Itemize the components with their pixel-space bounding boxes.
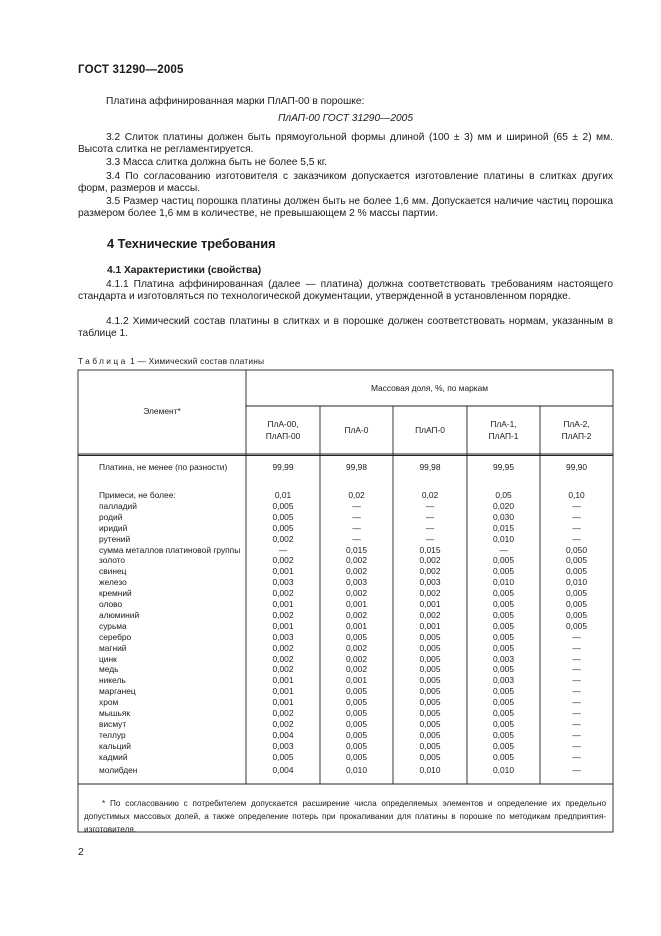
table-cell: 0,005 <box>419 675 441 685</box>
table-cell: 0,005 <box>493 566 514 576</box>
table-cell: — <box>425 534 435 544</box>
table-cell: — <box>572 708 581 718</box>
table-cell: 99,90 <box>566 462 587 472</box>
table-cell: 0,001 <box>419 599 441 609</box>
table-caption-text: 1 — Химический состав платины <box>130 356 265 366</box>
table-row-label: иридий <box>99 523 128 533</box>
table-cell: 0,005 <box>566 555 587 565</box>
table-cell: — <box>572 523 581 533</box>
table-cell: 0,005 <box>419 741 441 751</box>
table-cell: 0,002 <box>419 555 441 565</box>
table-cell: 99,98 <box>419 462 441 472</box>
table-cell: 0,002 <box>419 610 441 620</box>
table-cell: — <box>352 512 361 522</box>
table-cell: 0,001 <box>346 675 367 685</box>
table-cell: 0,005 <box>493 643 514 653</box>
table-cell: 0,005 <box>493 708 514 718</box>
table-head-group: Массовая доля, %, по маркам <box>370 383 489 393</box>
section-4-title: 4 Технические требования <box>107 236 276 251</box>
table-cell: 0,002 <box>272 555 294 565</box>
powder-designation: ПлАП-00 ГОСТ 31290—2005 <box>277 113 413 124</box>
table-caption-word: Таблица <box>78 356 128 366</box>
table-cell: 0,003 <box>272 632 294 642</box>
table-cell: 0,003 <box>493 675 514 685</box>
table-row-label: золото <box>99 555 126 565</box>
table-cell: 0,002 <box>419 588 441 598</box>
table-cell: 99,95 <box>493 462 514 472</box>
table-cell: 0,003 <box>346 577 367 587</box>
table-cell: 0,003 <box>493 654 514 664</box>
table-cell: 0,015 <box>419 545 441 555</box>
table-cell: 0,001 <box>272 566 294 576</box>
table-cell: 0,005 <box>272 523 294 533</box>
table-cell: — <box>352 534 361 544</box>
table-cell: 0,001 <box>272 675 294 685</box>
table-cell: — <box>572 501 581 511</box>
table-cell: 0,002 <box>272 719 294 729</box>
table-cell: 0,003 <box>272 741 294 751</box>
table-head-element: Элемент* <box>143 406 181 416</box>
table-cell: 0,005 <box>346 741 367 751</box>
table-cell: — <box>572 654 581 664</box>
table-row-label: марганец <box>99 686 136 696</box>
table-row-label: Платина, не менее (по разности) <box>99 462 228 472</box>
subsection-4-1-title: 4.1 Характеристики (свойства) <box>107 265 262 276</box>
table-cell: — <box>425 512 435 522</box>
table-cell: 0,005 <box>493 664 514 674</box>
clause-3-5: 3.5 Размер частиц порошка платины должен быть не более 1,6 мм. Допускается наличие частиц порошка размером более 1,6 мм в количестве, не превышающем 2 % массы партии. <box>78 196 613 220</box>
table-row-label: кремний <box>99 588 132 598</box>
table-cell: — <box>572 752 581 762</box>
table-cell: 0,005 <box>419 686 441 696</box>
table-row-label: олово <box>99 599 123 609</box>
table-cell: — <box>352 501 361 511</box>
table-cell: 0,005 <box>493 588 514 598</box>
table-cell: 0,005 <box>419 664 441 674</box>
table-cell: 0,002 <box>346 643 367 653</box>
table-cell: — <box>572 675 581 685</box>
table-column-head: ПлА-2, ПлАП-2 <box>561 419 592 441</box>
table-row-label: родий <box>99 512 123 522</box>
table-row-label: серебро <box>99 632 132 642</box>
table-cell: 0,005 <box>419 708 441 718</box>
table-cell: 0,005 <box>493 610 514 620</box>
table-cell: 0,002 <box>272 534 294 544</box>
table-cell: 0,001 <box>272 697 294 707</box>
table-cell: 0,020 <box>493 501 514 511</box>
table-cell: 0,005 <box>566 621 587 631</box>
table-cell: 0,005 <box>272 752 294 762</box>
table-cell: 0,002 <box>272 643 294 653</box>
table-cell: — <box>425 501 435 511</box>
table-cell: 0,005 <box>566 566 587 576</box>
table-cell: 0,002 <box>346 654 367 664</box>
table-cell: 0,001 <box>346 621 367 631</box>
document-header: ГОСТ 31290—2005 <box>78 64 184 76</box>
clause-4-1-2: 4.1.2 Химический состав платины в слитках и в порошке должен соответствовать нормам, указанным в таблице 1. <box>78 316 613 340</box>
table-cell: — <box>278 545 288 555</box>
table-cell: — <box>572 643 581 653</box>
table-row-label: свинец <box>99 566 127 576</box>
table-column-head: ПлАП-0 <box>415 425 445 435</box>
table-cell: 0,005 <box>346 697 367 707</box>
table-row-label: палладий <box>99 501 137 511</box>
powder-intro-paragraph: Платина аффинированная марки ПлАП-00 в порошке: <box>106 96 365 107</box>
table-cell: 0,005 <box>566 588 587 598</box>
table-cell: 0,002 <box>346 610 367 620</box>
clause-3-3: 3.3 Масса слитка должна быть не более 5,5 кг. <box>106 157 327 168</box>
table-cell: 99,98 <box>346 462 367 472</box>
table-cell: 0,015 <box>346 545 367 555</box>
table-cell: — <box>499 545 508 555</box>
table-cell: 0,005 <box>493 752 514 762</box>
table-cell: — <box>572 730 581 740</box>
table-cell: — <box>572 697 581 707</box>
table-row-label: медь <box>99 664 119 674</box>
table-row-label: рутений <box>99 534 131 544</box>
table-cell: 0,003 <box>419 577 441 587</box>
table-cell: 0,002 <box>272 610 294 620</box>
table-cell: — <box>572 632 581 642</box>
table-cell: 0,002 <box>272 654 294 664</box>
table-cell: 0,005 <box>419 654 441 664</box>
table-cell: 0,005 <box>493 632 514 642</box>
table-cell: — <box>572 765 581 775</box>
table-cell: 0,010 <box>493 765 514 775</box>
table-cell: 0,002 <box>419 566 441 576</box>
table-cell: 0,004 <box>272 765 294 775</box>
table-cell: 99,99 <box>272 462 294 472</box>
table-cell: 0,005 <box>493 621 514 631</box>
table-row-label: кальций <box>99 741 131 751</box>
table-cell: — <box>572 534 581 544</box>
table-cell: 0,005 <box>493 741 514 751</box>
table-cell: 0,005 <box>493 719 514 729</box>
table-footnote: * По согласованию с потребителем допускается расширение числа определяемых элементов и определение их предельно допустимых массовых долей, а также определение потерь при прокаливании для платины в порошке по методикам предприятия-изготовителя. <box>84 799 606 834</box>
table-cell: 0,005 <box>419 730 441 740</box>
table-cell: 0,015 <box>493 523 514 533</box>
table-cell: 0,010 <box>566 577 587 587</box>
table-cell: 0,005 <box>493 686 514 696</box>
table-row-label: цинк <box>99 654 117 664</box>
table-row-label: магний <box>99 643 127 653</box>
table-cell: 0,005 <box>346 730 367 740</box>
table-cell: — <box>572 719 581 729</box>
table-cell: 0,005 <box>566 610 587 620</box>
table-cell: 0,002 <box>272 664 294 674</box>
table-cell: 0,002 <box>346 566 367 576</box>
table-row-label: хром <box>99 697 119 707</box>
table-cell: 0,010 <box>419 765 441 775</box>
table-cell: 0,005 <box>272 512 294 522</box>
table-cell: — <box>425 523 435 533</box>
table-cell: — <box>572 512 581 522</box>
table-column-head: ПлА-0 <box>344 425 369 435</box>
table-row-label: Примеси, не более: <box>99 490 176 500</box>
table-cell: — <box>572 686 581 696</box>
table-cell: 0,005 <box>493 697 514 707</box>
table-cell: 0,005 <box>346 686 367 696</box>
table-cell: 0,001 <box>272 686 294 696</box>
table-cell: 0,001 <box>272 621 294 631</box>
table-row-label: никель <box>99 675 126 685</box>
table-cell: — <box>352 523 361 533</box>
table-row-label: сурьма <box>99 621 127 631</box>
table-row-label: сумма металлов платиновой группы <box>99 545 241 555</box>
table-cell: 0,005 <box>346 632 367 642</box>
table-cell: 0,02 <box>421 490 439 500</box>
table-cell: 0,005 <box>419 719 441 729</box>
table-row-label: теллур <box>99 730 126 740</box>
table-column-head: ПлА-00, ПлАП-00 <box>265 419 301 441</box>
table-cell: 0,010 <box>493 534 514 544</box>
table-cell: 0,010 <box>346 765 367 775</box>
table-cell: 0,005 <box>346 708 367 718</box>
table-cell: 0,005 <box>566 599 587 609</box>
clause-3-2: 3.2 Слиток платины должен быть прямоугольной формы длиной (100 ± 3) мм и шириной (65 ± 2) мм. Высота слитка не регламентируется. <box>78 132 613 156</box>
table-row-label: висмут <box>99 719 127 729</box>
table-cell: 0,001 <box>346 599 367 609</box>
table-cell: 0,004 <box>272 730 294 740</box>
table-cell: 0,001 <box>272 599 294 609</box>
table-cell: 0,02 <box>348 490 365 500</box>
table-cell: 0,002 <box>346 664 367 674</box>
table-row-label: алюминий <box>99 610 140 620</box>
table-cell: 0,01 <box>274 490 292 500</box>
table-cell: 0,050 <box>566 545 587 555</box>
table-cell: 0,005 <box>272 501 294 511</box>
table-cell: 0,002 <box>346 555 367 565</box>
table-cell: 0,001 <box>419 621 441 631</box>
table-cell: 0,005 <box>419 752 441 762</box>
table-cell: — <box>572 741 581 751</box>
table-cell: 0,002 <box>272 588 294 598</box>
table-cell: 0,002 <box>346 588 367 598</box>
table-cell: 0,005 <box>493 730 514 740</box>
table-row-label: кадмий <box>99 752 128 762</box>
table-cell: 0,005 <box>493 599 514 609</box>
table-column-head: ПлА-1, ПлАП-1 <box>488 419 519 441</box>
table-cell: 0,005 <box>419 632 441 642</box>
table-cell: 0,003 <box>272 577 294 587</box>
table-cell: 0,010 <box>493 577 514 587</box>
table-cell: 0,05 <box>495 490 512 500</box>
table-cell: 0,005 <box>346 752 367 762</box>
table-cell: 0,005 <box>346 719 367 729</box>
clause-4-1-1: 4.1.1 Платина аффинированная (далее — платина) должна соответствовать требованиям настоящего стандарта и изготовляться по технологической документации, утвержденной в установленном порядке. <box>78 279 613 303</box>
clause-3-4: 3.4 По согласованию изготовителя с заказчиком допускается изготовление платины в слитках других форм, размеров и массы. <box>78 171 613 195</box>
table-cell: 0,10 <box>568 490 585 500</box>
table-cell: 0,002 <box>272 708 294 718</box>
table-cell: 0,030 <box>493 512 514 522</box>
table-cell: — <box>572 664 581 674</box>
table-cell: 0,005 <box>419 697 441 707</box>
table-row-label: молибден <box>99 765 138 775</box>
page-number: 2 <box>78 846 84 858</box>
table-cell: 0,005 <box>493 555 514 565</box>
table-row-label: железо <box>99 577 127 587</box>
table-cell: 0,005 <box>419 643 441 653</box>
table-row-label: мышьяк <box>99 708 131 718</box>
